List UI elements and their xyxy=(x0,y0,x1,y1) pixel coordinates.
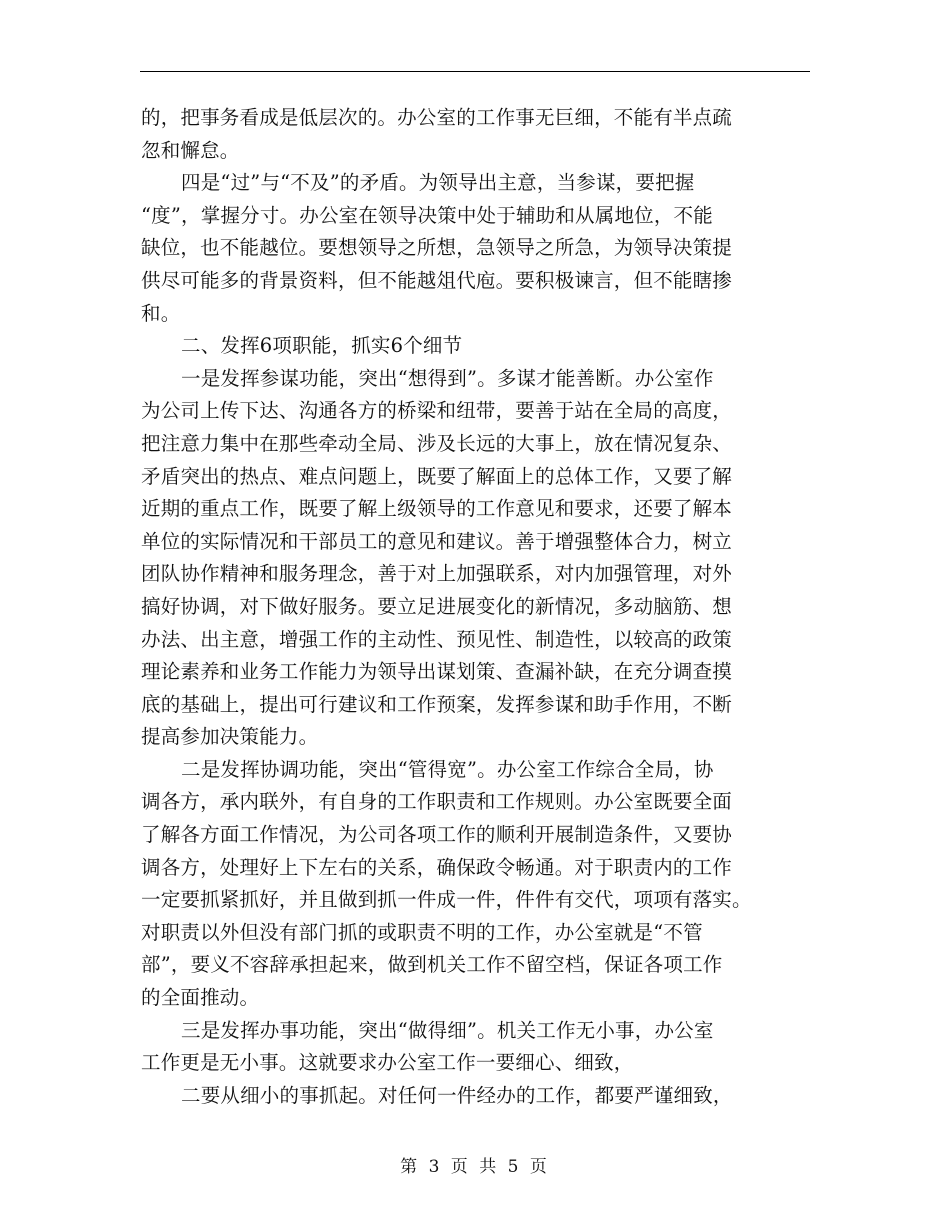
text-line: 底的基础上，提出可行建议和工作预案，发挥参谋和助手作用，不断 xyxy=(141,692,733,716)
text-line: 的，把事务看成是低层次的。办公室的工作事无巨细，不能有半点疏 xyxy=(141,106,733,129)
text-line: 三是发挥办事功能，突出“做得细”。机关工作无小事，办公室 xyxy=(181,1018,714,1042)
text-line: 近期的重点工作，既要了解上级领导的工作意见和要求，还要了解本 xyxy=(141,497,733,521)
text-line: 搞好协调，对下做好服务。要立足进展变化的新情况，多动脑筋、想 xyxy=(141,594,733,618)
text-line: 忽和懈怠。 xyxy=(141,138,240,162)
text-line: 工作更是无小事。这就要求办公室工作一要细心、细致， xyxy=(141,1051,634,1075)
text-line: 了解各方面工作情况，为公司各项工作的顺利开展制造条件，又要协 xyxy=(141,823,733,847)
text-line: 一定要抓紧抓好，并且做到抓一件成一件，件件有交代，项项有落实。 xyxy=(141,888,752,912)
text-line: 单位的实际情况和干部员工的意见和建议。善于增强整体合力，树立 xyxy=(141,529,733,553)
text-line: 理论素养和业务工作能力为领导出谋划策、查漏补缺，在充分调查摸 xyxy=(141,660,733,684)
page-footer: 第 3 页 共 5 页 xyxy=(400,1157,550,1177)
text-line: 调各方，处理好上下左右的关系，确保政令畅通。对于职责内的工作 xyxy=(141,855,733,879)
text-line: 和。 xyxy=(141,301,181,325)
text-line: 二要从细小的事抓起。对任何一件经办的工作，都要严谨细致， xyxy=(181,1083,733,1107)
text-line: 一是发挥参谋功能，突出“想得到”。多谋才能善断。办公室作 xyxy=(181,366,714,390)
header-rule xyxy=(140,71,810,72)
text-line: 的全面推动。 xyxy=(141,986,260,1010)
text-line: 办法、出主意，增强工作的主动性、预见性、制造性，以较高的政策 xyxy=(141,627,733,651)
text-line: 二是发挥协调功能，突出“管得宽”。办公室工作综合全局，协 xyxy=(181,757,714,781)
section-heading: 二、发挥6项职能，抓实6个细节 xyxy=(181,334,463,358)
text-line: 部”，要义不容辞承担起来，做到机关工作不留空档，保证各项工作 xyxy=(141,953,723,977)
text-line: 缺位，也不能越位。要想领导之所想，急领导之所急，为领导决策提 xyxy=(141,236,733,260)
text-line: 为公司上传下达、沟通各方的桥梁和纽带，要善于站在全局的高度， xyxy=(141,399,733,423)
text-line: 提高参加决策能力。 xyxy=(141,725,319,749)
text-line: 矛盾突出的热点、难点问题上，既要了解面上的总体工作，又要了解 xyxy=(141,464,733,488)
text-line: 对职责以外但没有部门抓的或职责不明的工作，办公室就是“不管 xyxy=(141,920,703,944)
text-line: “度”，掌握分寸。办公室在领导决策中处于辅助和从属地位，不能 xyxy=(141,203,713,227)
text-line: 把注意力集中在那些牵动全局、涉及长远的大事上，放在情况复杂、 xyxy=(141,431,733,455)
text-line: 四是“过”与“不及”的矛盾。为领导出主意，当参谋，要把握 xyxy=(181,171,695,195)
text-line: 供尽可能多的背景资料，但不能越俎代庖。要积极谏言，但不能瞎掺 xyxy=(141,268,733,292)
text-line: 调各方，承内联外，有自身的工作职责和工作规则。办公室既要全面 xyxy=(141,790,733,814)
document-body xyxy=(141,102,811,1112)
text-line: 团队协作精神和服务理念，善于对上加强联系，对内加强管理，对外 xyxy=(141,562,733,586)
